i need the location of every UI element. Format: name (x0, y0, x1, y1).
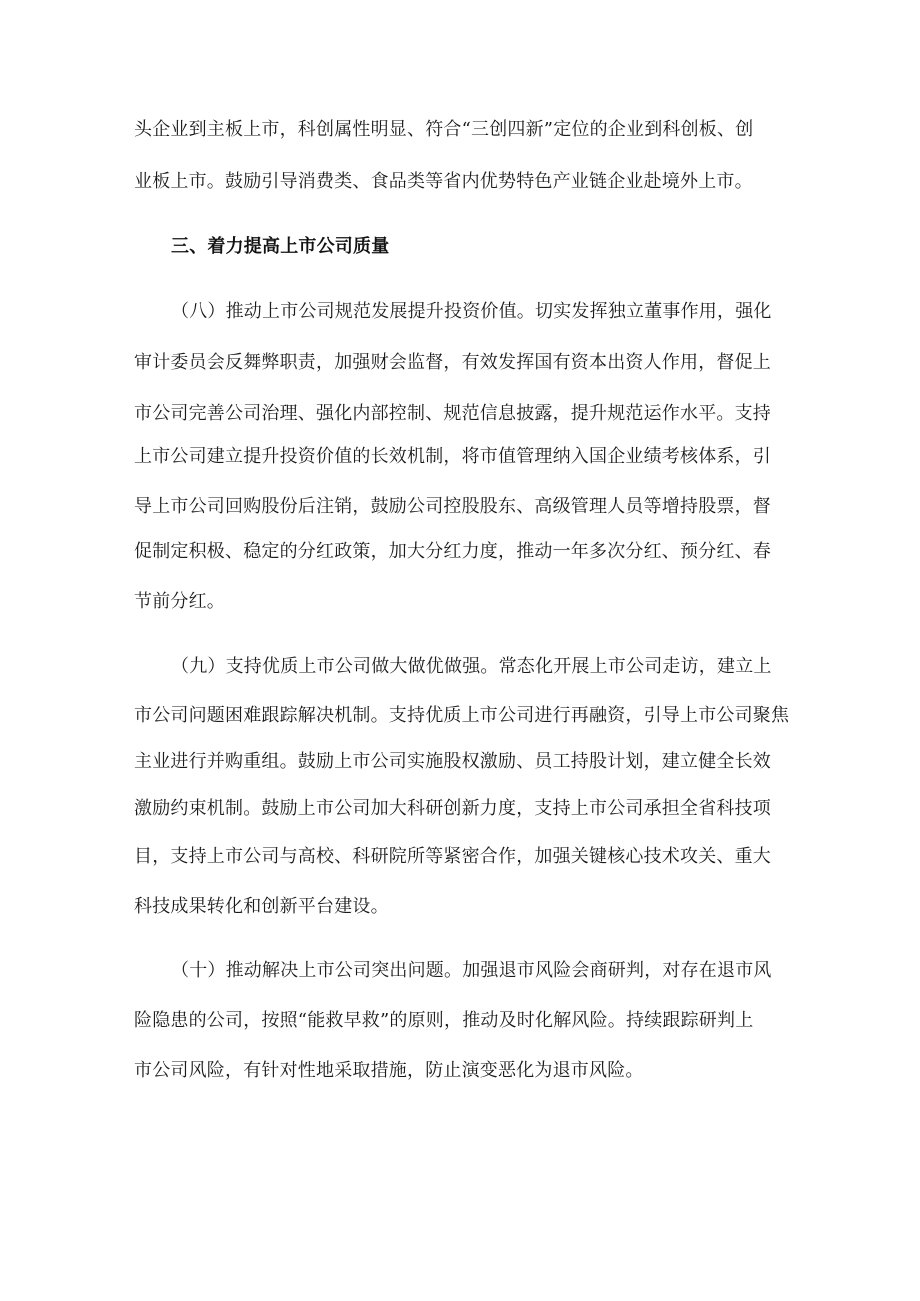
text-line: 主业进行并购重组。鼓励上市公司实施股权激励、员工持股计划，建立健全长效 (134, 751, 771, 772)
text-line: 促制定积极、稳定的分红政策，加大分红力度，推动一年多次分红、预分红、春 (134, 541, 771, 562)
text-line: 险隐患的公司，按照“能救早救”的原则，推动及时化解风险。持续跟踪研判上 (134, 1010, 754, 1031)
text-line: 头企业到主板上市，科创属性明显、符合“三创四新”定位的企业到科创板、创 (134, 119, 754, 140)
section-heading: 三、着力提高上市公司质量 (171, 236, 390, 257)
text-line: 市公司完善公司治理、强化内部控制、规范信息披露，提升规范运作水平。支持 (134, 403, 771, 424)
text-line: 导上市公司回购股份后注销，鼓励公司控股股东、高级管理人员等增持股票，督 (134, 496, 771, 517)
text-line: 上市公司建立提升投资价值的长效机制，将市值管理纳入国企业绩考核体系，引 (134, 446, 771, 467)
text-line: 科技成果转化和创新平台建设。 (134, 896, 389, 917)
text-line: 审计委员会反舞弊职责，加强财会监督，有效发挥国有资本出资人作用，督促上 (134, 352, 771, 373)
text-line: 市公司风险，有针对性地采取措施，防止演变恶化为退市风险。 (134, 1060, 644, 1081)
text-line: 市公司问题困难跟踪解决机制。支持优质上市公司进行再融资，引导上市公司聚焦 (134, 705, 790, 726)
text-line: （十）推动解决上市公司突出问题。加强退市风险会商研判，对存在退市风 (171, 960, 772, 981)
text-line: 激励约束机制。鼓励上市公司加大科研创新力度，支持上市公司承担全省科技项 (134, 798, 771, 819)
text-line: 业板上市。鼓励引导消费类、食品类等省内优势特色产业链企业赴境外上市。 (134, 171, 753, 192)
text-line: （八）推动上市公司规范发展提升投资价值。切实发挥独立董事作用，强化 (171, 301, 772, 322)
text-line: 目，支持上市公司与高校、科研院所等紧密合作，加强关键核心技术攻关、重大 (134, 846, 771, 867)
text-line: （九）支持优质上市公司做大做优做强。常态化开展上市公司走访，建立上 (171, 656, 772, 677)
text-line: 节前分红。 (134, 591, 225, 612)
